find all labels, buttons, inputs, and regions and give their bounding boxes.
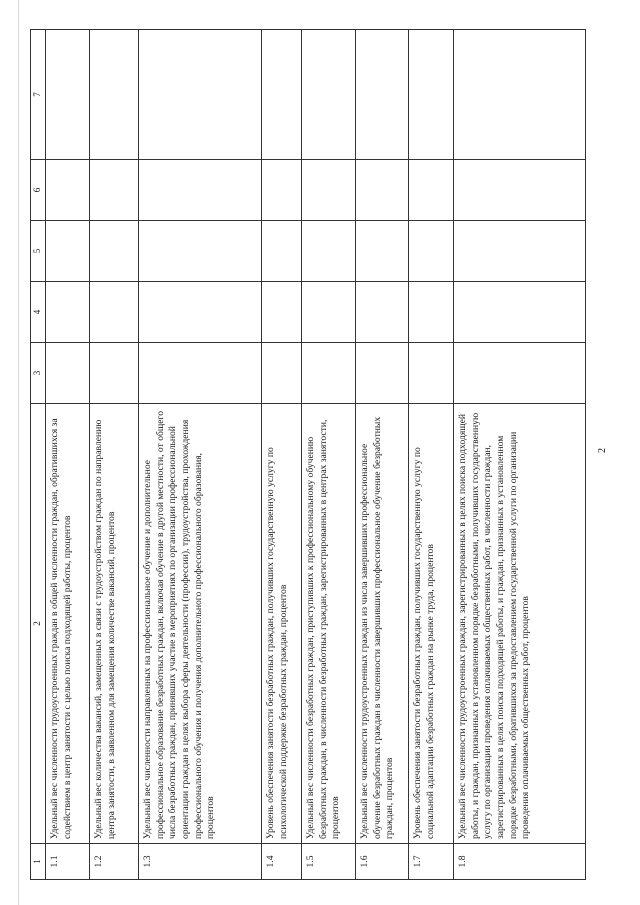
empty-cell (139, 282, 262, 343)
row-text: Удельный вес численности трудоустроенных граждан в общей численности граждан, обратившихся за содействием в центр занятости с целью поиска подходящей работы, процентов (46, 404, 90, 844)
empty-cell (356, 30, 409, 160)
empty-cell (302, 30, 356, 160)
empty-cell (409, 282, 454, 343)
empty-cell (454, 343, 586, 404)
rotated-page (30, 30, 585, 880)
header-cell: 4 (31, 282, 46, 343)
empty-cell (356, 343, 409, 404)
row-text: Удельный вес численности трудоустроенных граждан из числа завершивших профессиональное обучение безработных граждан в численности завершивших профессиональное обучение безработных граждан, процентов (356, 404, 409, 844)
empty-cell (356, 221, 409, 282)
empty-cell (139, 160, 262, 221)
row-number: 1.2 (90, 844, 139, 880)
table-row (409, 30, 454, 880)
row-number: 1.6 (356, 844, 409, 880)
empty-cell (409, 30, 454, 160)
empty-cell (90, 160, 139, 221)
row-number: 1.4 (262, 844, 302, 880)
row-number: 1.3 (139, 844, 262, 880)
empty-cell (302, 343, 356, 404)
scan-margin-line (18, 0, 19, 905)
table-row (139, 30, 262, 880)
indicator-table (30, 29, 586, 880)
row-text: Уровень обеспечения занятости безработных граждан, получивших государственную услугу по психологической поддержке безработных граждан, процентов (262, 404, 302, 844)
empty-cell (90, 343, 139, 404)
empty-cell (90, 221, 139, 282)
row-text: Уровень обеспечения занятости безработных граждан, получивших государственную услугу по социальной адаптации безработных граждан на рынке труда, процентов (409, 404, 454, 844)
empty-cell (262, 221, 302, 282)
row-number: 1.8 (454, 844, 586, 880)
table-row (90, 30, 139, 880)
table-row (302, 30, 356, 880)
empty-cell (262, 343, 302, 404)
header-cell: 5 (31, 221, 46, 282)
empty-cell (356, 160, 409, 221)
empty-cell (302, 282, 356, 343)
header-cell: 1 (31, 844, 46, 880)
empty-cell (90, 30, 139, 160)
empty-cell (454, 282, 586, 343)
empty-cell (46, 282, 90, 343)
header-cell: 6 (31, 160, 46, 221)
row-text: Удельный вес численности безработных граждан, приступивших к профессиональному обучению безработных граждан, в численности безработных граждан, зарегистрированных в центрах занятости, процентов (302, 404, 356, 844)
row-number: 1.7 (409, 844, 454, 880)
empty-cell (302, 221, 356, 282)
header-cell: 7 (31, 30, 46, 160)
row-text: Удельный вес численности направленных на профессиональное обучение и дополнительное профессиональное образование безработных граждан, включая обучение в другой местности, от общего числа безработных граждан, принявших участие в мероприятиях по организации профессиональной ориентации граждан в целях выбора сферы деятельности (профессии), трудоустройства, прохождения профессионального обучения и получения дополнительного профессионального образования, процентов (139, 404, 262, 844)
table-row (356, 30, 409, 880)
empty-cell (46, 221, 90, 282)
page-number: 2 (597, 448, 608, 453)
empty-cell (454, 160, 586, 221)
empty-cell (139, 221, 262, 282)
table-row (454, 30, 586, 880)
table-row (46, 30, 90, 880)
empty-cell (302, 160, 356, 221)
empty-cell (90, 282, 139, 343)
empty-cell (262, 282, 302, 343)
empty-cell (454, 30, 586, 160)
empty-cell (46, 343, 90, 404)
empty-cell (409, 343, 454, 404)
header-row (31, 30, 46, 880)
empty-cell (139, 30, 262, 160)
empty-cell (409, 221, 454, 282)
empty-cell (139, 343, 262, 404)
empty-cell (46, 160, 90, 221)
row-number: 1.1 (46, 844, 90, 880)
empty-cell (262, 160, 302, 221)
empty-cell (46, 30, 90, 160)
row-text: Удельный вес количества вакансий, замещенных в связи с трудоустройством граждан по направлению центра занятости, в заявленном для замещения количестве вакансий, процентов (90, 404, 139, 844)
empty-cell (262, 30, 302, 160)
table-row (262, 30, 302, 880)
empty-cell (356, 282, 409, 343)
header-cell: 3 (31, 343, 46, 404)
empty-cell (454, 221, 586, 282)
row-number: 1.5 (302, 844, 356, 880)
header-cell: 2 (31, 404, 46, 844)
empty-cell (409, 160, 454, 221)
row-text: Удельный вес численности трудоустроенных граждан, зарегистрированных в целях поиска подходящей работы, и граждан, признанных в установленном порядке безработными, получивших государственную услугу по организации проведения оплачиваемых общественных работ, в численности граждан, зарегистрированных в целях поиска подходящей работы, и граждан, признанных в установленном порядке безработными, обратившихся за предоставлением государственной услуги по организации проведения оплачиваемых общественных работ, процентов (454, 404, 586, 844)
